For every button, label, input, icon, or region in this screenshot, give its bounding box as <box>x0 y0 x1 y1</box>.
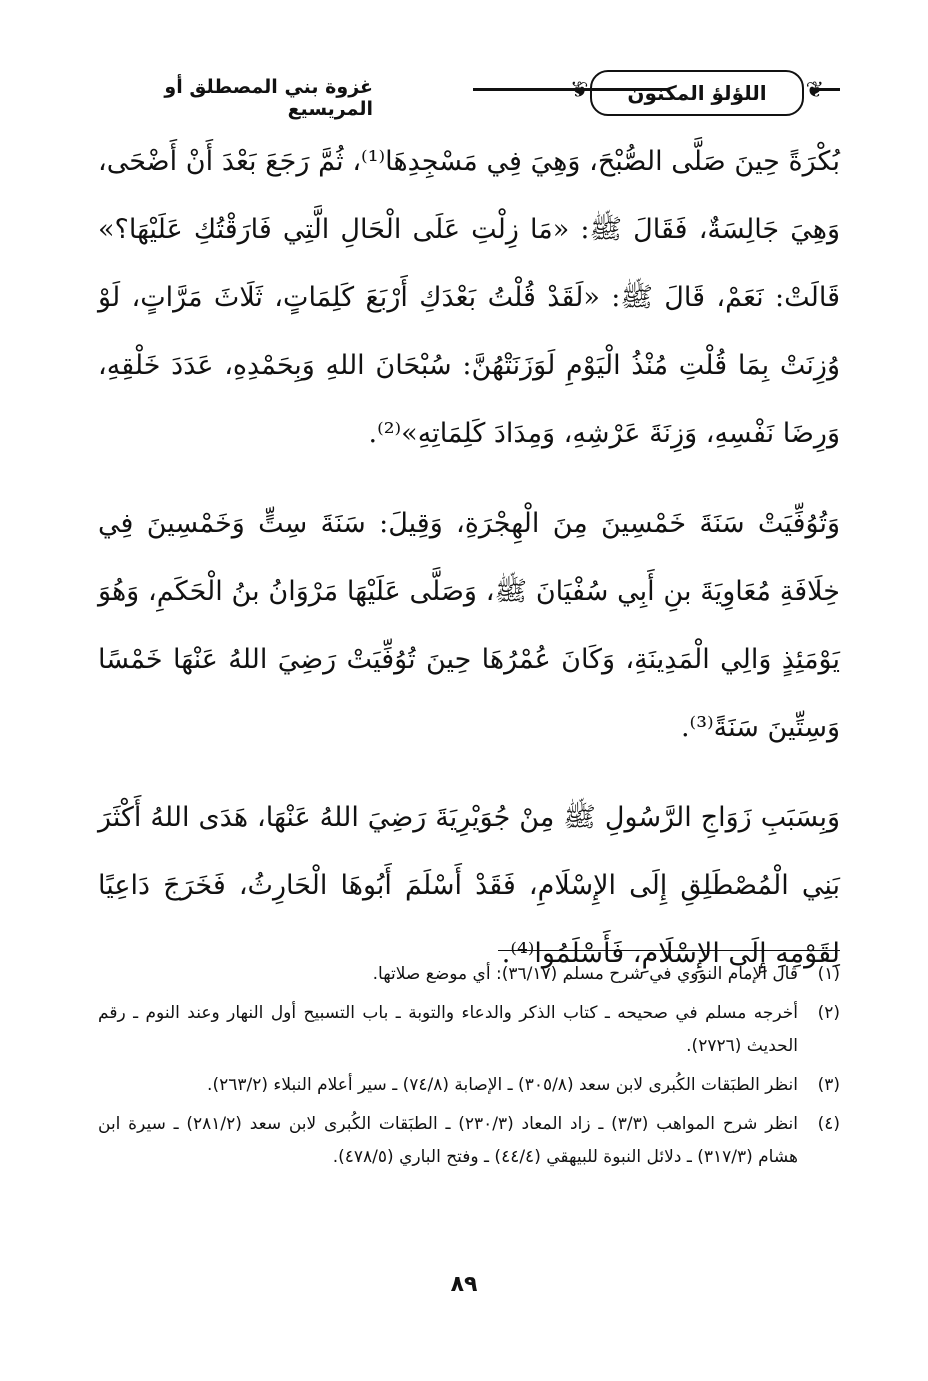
footnote-text: قال الإمام النووي في شرح مسلم (٣٦/١٧): أي موضع صلاتها. <box>372 964 798 984</box>
footnote-text: انظر شرح المواهب (٣/٣) ـ زاد المعاد (٢٣٠/٣) ـ الطبَقات الكُبرى لابن سعد (٢٨١/٢) ـ سيرة ابن هشام (٣١٧/٣) ـ دلائل النبوة للبيهقي (٤٤/٤) ـ وفتح الباري (٤٧٨/٥). <box>98 1114 798 1167</box>
footnote-number: (١) <box>817 964 840 984</box>
footnote-3 <box>98 1069 840 1102</box>
running-header <box>98 62 840 122</box>
book-title: ❦ اللؤلؤ المكنون <box>627 81 767 105</box>
footnote-2 <box>98 997 840 1063</box>
header-rule-middle <box>473 88 668 91</box>
chapter-title: غزوة بني المصطلق أو المريسيع <box>164 76 373 120</box>
footnote-number: (٢) <box>817 1003 840 1023</box>
footnote-1 <box>98 958 840 991</box>
footnote-text: أخرجه مسلم في صحيحه ـ كتاب الذكر والدعاء والتوبة ـ باب التسبيح أول النهار وعند النوم ـ رقم الحديث (٢٧٢٦). <box>98 1003 798 1056</box>
footnote-separator <box>498 950 840 951</box>
footnotes <box>98 958 840 1180</box>
page-number: ٨٩ <box>450 1272 478 1297</box>
paragraph-1: بُكْرَةً حِينَ صَلَّى الصُّبْحَ، وَهِيَ فِي مَسْجِدِهَا⁽¹⁾، ثُمَّ رَجَعَ بَعْدَ أَنْ أَضْحَى، وَهِيَ جَالِسَةٌ، فَقَالَ ﷺ: «مَا زِلْتِ عَلَى الْحَالِ الَّتِي فَارَقْتُكِ عَلَيْهَا؟» قَالَتْ: نَعَمْ، قَالَ ﷺ: «لَقَدْ قُلْتُ بَعْدَكِ أَرْبَعَ كَلِمَاتٍ، ثَلَاثَ مَرَّاتٍ، لَوْ وُزِنَتْ بِمَا قُلْتِ مُنْذُ الْيَوْمِ لَوَزَنَتْهُنَّ: سُبْحَانَ اللهِ وَبِحَمْدِهِ، عَدَدَ خَلْقِهِ، وَرِضَا نَفْسِهِ، وَزِنَةَ عَرْشِهِ، وَمِدَادَ كَلِمَاتِهِ»⁽²⁾. <box>98 146 840 449</box>
book-title-cartouche <box>590 70 804 116</box>
footnote-number: (٣) <box>817 1075 840 1095</box>
footnote-number: (٤) <box>817 1114 840 1134</box>
paragraph-3: وَبِسَبَبِ زَوَاجِ الرَّسُولِ ﷺ مِنْ جُوَيْرِيَةَ رَضِيَ اللهُ عَنْهَا، هَدَى اللهُ أَكْثَرَ بَنِي الْمُصْطَلِقِ إِلَى الإِسْلَامِ، فَقَدْ أَسْلَمَ أَبُوهَا الْحَارِثُ، فَخَرَجَ دَاعِيًا لِقَوْمِهِ إِلَى الإِسْلَامِ، فَأَسْلَمُوا⁽⁴⁾. <box>98 802 840 969</box>
footnote-4 <box>98 1108 840 1174</box>
footnote-text: انظر الطبَقات الكُبرى لابن سعد (٣٠٥/٨) ـ الإصابة (٧٤/٨) ـ سير أعلام النبلاء (٢٦٣/٢). <box>207 1075 798 1095</box>
paragraph-2: وَتُوُفِّيَتْ سَنَةَ خَمْسِينَ مِنَ الْهِجْرَةِ، وَقِيلَ: سَنَةَ سِتٍّ وَخَمْسِينَ فِي خِلَافَةِ مُعَاوِيَةَ بنِ أَبِي سُفْيَانَ ﷺ، وَصَلَّى عَلَيْهَا مَرْوَانُ بنُ الْحَكَمِ، وَهُوَ يَوْمَئِذٍ وَالِي الْمَدِينَةِ، وَكَانَ عُمْرُهَا حِينَ تُوُفِّيَتْ رَضِيَ اللهُ عَنْهَا خَمْسًا وَسِتِّينَ سَنَةً⁽³⁾. <box>98 508 840 743</box>
body-text <box>98 128 840 988</box>
